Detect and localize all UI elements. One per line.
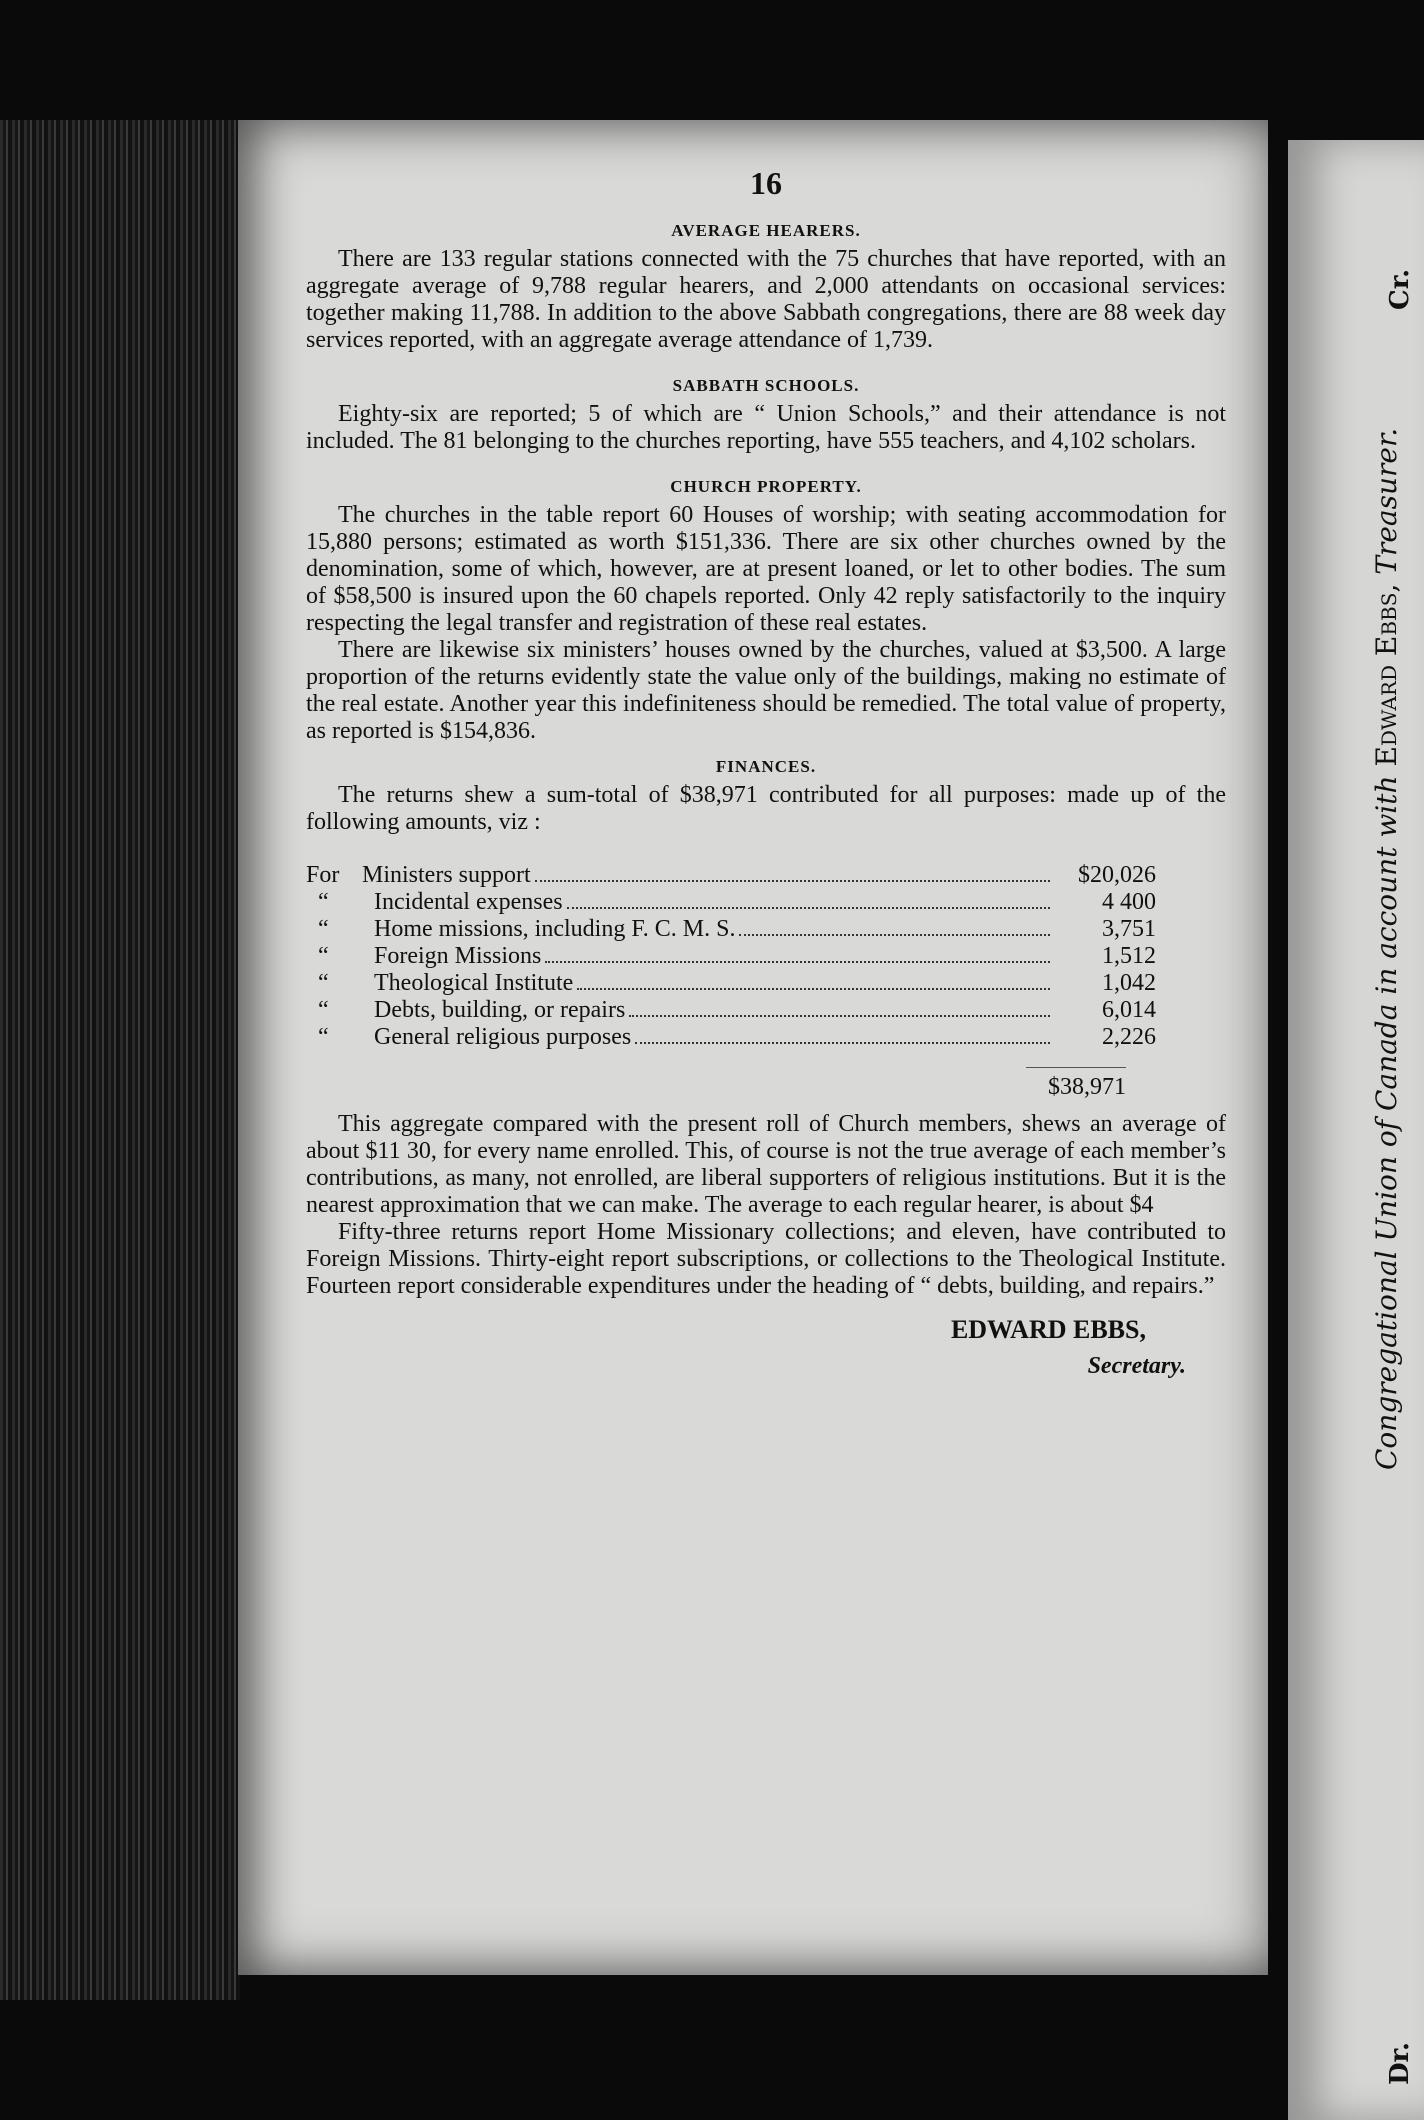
facing-title-role: Treasurer. xyxy=(1370,427,1403,575)
facing-title-italic: Congregational Union of Canada in account with xyxy=(1370,775,1403,1470)
leader-dots xyxy=(567,907,1050,909)
finance-ledger xyxy=(306,862,1226,1101)
ledger-prefix: “ xyxy=(318,1024,329,1050)
gutter-shadow xyxy=(1268,120,1288,1975)
ledger-row xyxy=(306,889,1226,916)
ledger-row xyxy=(306,997,1226,1024)
ledger-label: General religious purposes xyxy=(374,1024,632,1050)
ledger-label: Incidental expenses xyxy=(374,889,563,915)
ledger-prefix: “ xyxy=(318,970,329,996)
paragraph-average-hearers: There are 133 regular stations connected with the 75 churches that have reported, with an aggregate average of 9,788 regular hearers, and 2,000 attendants on occasional services: together making 11,788. In addition to the above Sabbath congregations, there are 88 week day services reported, with an aggregate average attendance of 1,739. xyxy=(306,246,1226,353)
facing-page xyxy=(1288,140,1424,2120)
leader-dots xyxy=(545,961,1050,963)
document-page xyxy=(238,120,1268,1975)
leader-dots xyxy=(535,880,1050,882)
leader-dots xyxy=(635,1042,1050,1044)
ledger-prefix: “ xyxy=(318,943,329,969)
signature-title: Secretary. xyxy=(1087,1353,1186,1379)
paragraph-finances-2: Fifty-three returns report Home Missionary collections; and eleven, have contributed to Foreign Missions. Thirty-eight report subscriptions, or collections to the Theological Institute. Fourteen report considerable expenditures under the heading of “ debts, building, and repairs.” xyxy=(306,1219,1226,1299)
ledger-row xyxy=(306,1024,1226,1051)
ledger-row xyxy=(306,862,1226,889)
page-text xyxy=(306,165,1226,1380)
paragraph-finances-intro: The returns shew a sum-total of $38,971 contributed for all purposes: made up of the following amounts, viz : xyxy=(306,782,1226,835)
facing-page-title xyxy=(1370,428,1403,1470)
paragraph-sabbath-schools: Eighty-six are reported; 5 of which are “ Union Schools,” and their attendance is not included. The 81 belonging to the churches reporting, have 555 teachers, and 4,102 scholars. xyxy=(306,401,1226,454)
ledger-row xyxy=(306,916,1226,943)
section-heading-sabbath-schools: SABBATH SCHOOLS. xyxy=(672,376,860,395)
ledger-amount: 3,751 xyxy=(1102,916,1156,942)
leader-dots xyxy=(629,1015,1050,1017)
paragraph-finances-1: This aggregate compared with the present roll of Church members, shews an average of about $11 30, for every name enrolled. This, of course is not the true average of each member’s contributions, as many, not enrolled, are liberal supporters of religious institutions. But it is the nearest approximation that we can make. The average to each regular hearer, is about $4 xyxy=(306,1111,1226,1218)
ledger-label: Debts, building, or repairs xyxy=(374,997,626,1023)
leader-dots xyxy=(577,988,1050,990)
ledger-amount: 2,226 xyxy=(1102,1024,1156,1050)
ledger-amount: 1,512 xyxy=(1102,943,1156,969)
ledger-prefix: “ xyxy=(318,889,329,915)
section-heading-church-property: CHURCH PROPERTY. xyxy=(670,477,862,496)
ledger-amount: 1,042 xyxy=(1102,970,1156,996)
ledger-amount: 6,014 xyxy=(1102,997,1156,1023)
page-number: 16 xyxy=(750,165,782,201)
facing-page-cr: Cr. xyxy=(1385,268,1415,310)
ledger-prefix: “ xyxy=(318,997,329,1023)
ledger-total: $38,971 xyxy=(1048,1074,1126,1100)
paragraph-church-property-1: The churches in the table report 60 Houses of worship; with seating accommodation for 15,880 persons; estimated as worth $151,336. There are six other churches owned by the denomination, some of which, however, are at present loaned, or let to other bodies. The sum of $58,500 is insured upon the 60 chapels reported. Only 42 reply satisfactorily to the inquiry respecting the legal transfer and registration of these real estates. xyxy=(306,502,1226,636)
ledger-row xyxy=(306,970,1226,997)
section-heading-average-hearers: AVERAGE HEARERS. xyxy=(671,221,861,240)
ledger-prefix: For xyxy=(306,862,340,888)
ledger-label: Home missions, including F. C. M. S. xyxy=(374,916,736,942)
ledger-label: Theological Institute xyxy=(374,970,574,996)
section-heading-finances: FINANCES. xyxy=(715,757,817,776)
paragraph-church-property-2: There are likewise six ministers’ houses owned by the churches, valued at $3,500. A large proportion of the returns evidently state the value only of the buildings, making no estimate of the real estate. Another year this indefiniteness should be remedied. The total value of property, as reported is $154,836. xyxy=(306,637,1226,744)
ledger-label: Foreign Missions xyxy=(374,943,542,969)
ledger-prefix: “ xyxy=(318,916,329,942)
total-rule xyxy=(1026,1067,1126,1068)
ledger-row xyxy=(306,943,1226,970)
ledger-amount: $20,026 xyxy=(1078,862,1156,888)
ledger-label: Ministers support xyxy=(362,862,531,888)
signature-name: EDWARD EBBS, xyxy=(950,1315,1146,1344)
facing-page-dr: Dr. xyxy=(1385,2042,1415,2085)
book-page-edges xyxy=(0,120,240,2000)
leader-dots xyxy=(739,934,1050,936)
ledger-amount: 4 400 xyxy=(1102,889,1156,915)
facing-title-name: Edward Ebbs, xyxy=(1370,583,1403,767)
